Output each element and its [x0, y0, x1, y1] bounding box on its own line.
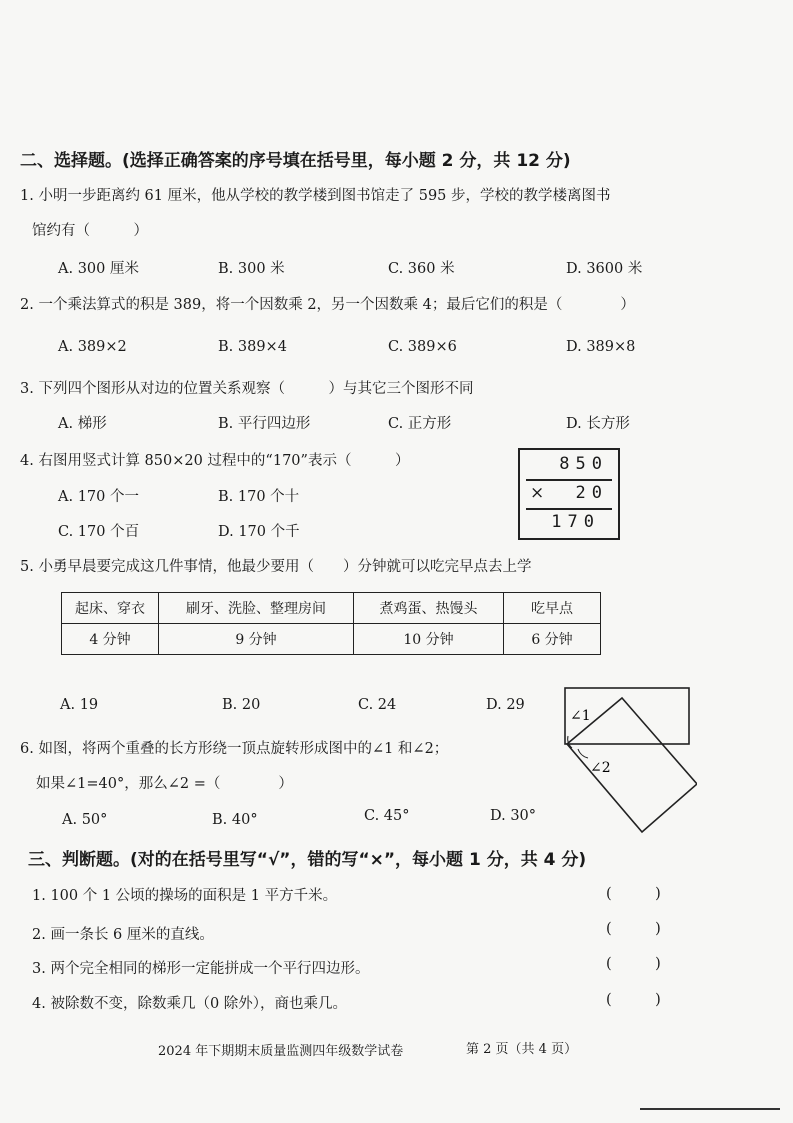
q3-option-d: D. 长方形 [566, 416, 630, 432]
table-header-cell: 吃早点 [504, 593, 601, 624]
answer-bracket-2: ( ) [606, 921, 661, 937]
table-cell: 4 分钟 [62, 624, 159, 655]
q3-option-c: C. 正方形 [388, 416, 452, 432]
question-6-line1: 6. 如图，将两个重叠的长方形绕一顶点旋转形成图中的∠1 和∠2； [20, 741, 449, 757]
q4-option-b: B. 170 个十 [218, 489, 300, 505]
q1-option-b: B. 300 米 [218, 261, 285, 277]
q3-option-b: B. 平行四边形 [218, 416, 311, 432]
q5-option-a: A. 19 [60, 697, 99, 713]
question-1-line2: 馆约有（ ） [32, 223, 148, 239]
angle-2-arc [578, 749, 588, 758]
calc-times-sign: × [530, 483, 545, 503]
answer-bracket-1: ( ) [606, 886, 661, 902]
table-header-cell: 煮鸡蛋、热馒头 [354, 593, 504, 624]
q3-option-a: A. 梯形 [58, 416, 107, 432]
q6-option-a: A. 50° [62, 812, 108, 828]
judgement-item-1: 1. 100 个 1 公顷的操场的面积是 1 平方千米。 [32, 888, 338, 904]
q5-task-table [61, 592, 601, 655]
q2-option-c: C. 389×6 [388, 339, 457, 355]
page-edge-line [640, 1108, 780, 1110]
calc-multiplicand: 850 [559, 454, 608, 474]
question-5: 5. 小勇早晨要完成这几件事情，他最少要用（ ）分钟就可以吃完早点去上学 [20, 559, 532, 575]
q1-option-d: D. 3600 米 [566, 261, 643, 277]
question-1-line1: 1. 小明一步距离约 61 厘米，他从学校的教学楼到图书馆走了 595 步，学校的教学楼离图书 [20, 188, 611, 204]
table-cell: 9 分钟 [159, 624, 354, 655]
answer-bracket-4: ( ) [606, 992, 661, 1008]
table-cell: 6 分钟 [504, 624, 601, 655]
q5-option-c: C. 24 [358, 697, 397, 713]
judgement-item-2: 2. 画一条长 6 厘米的直线。 [32, 927, 214, 943]
table-header-cell: 刷牙、洗脸、整理房间 [159, 593, 354, 624]
table-cell: 10 分钟 [354, 624, 504, 655]
q4-option-c: C. 170 个百 [58, 524, 140, 540]
section-3-title: 三、判断题。(对的在括号里写“√”，错的写“×”，每小题 1 分，共 4 分) [28, 850, 587, 870]
q6-option-b: B. 40° [212, 812, 258, 828]
table-header-cell: 起床、穿衣 [62, 593, 159, 624]
footer-exam-title: 2024 年下期期末质量监测四年级数学试卷 [158, 1044, 404, 1059]
q5-option-d: D. 29 [486, 697, 525, 713]
q4-option-d: D. 170 个千 [218, 524, 300, 540]
question-6-line2: 如果∠1=40°，那么∠2 =（ ） [36, 776, 293, 792]
q1-option-a: A. 300 厘米 [58, 261, 139, 277]
question-2: 2. 一个乘法算式的积是 389，将一个因数乘 2，另一个因数乘 4；最后它们的积是（ ） [20, 297, 635, 313]
q4-option-a: A. 170 个一 [58, 489, 139, 505]
angle-1-label: ∠1 [570, 708, 591, 724]
section-2-title: 二、选择题。(选择正确答案的序号填在括号里，每小题 2 分，共 12 分) [20, 151, 571, 171]
question-3: 3. 下列四个图形从对边的位置关系观察（ ）与其它三个图形不同 [20, 381, 474, 397]
judgement-item-4: 4. 被除数不变，除数乘几（0 除外），商也乘几。 [32, 996, 348, 1012]
answer-bracket-3: ( ) [606, 956, 661, 972]
footer-page-number: 第 2 页（共 4 页） [466, 1042, 578, 1057]
calc-multiplier: 20 [575, 483, 608, 503]
angle-2-label: ∠2 [590, 760, 611, 776]
calc-divider-2 [526, 508, 612, 510]
table-row [62, 624, 601, 655]
table-header-row [62, 593, 601, 624]
q5-option-b: B. 20 [222, 697, 261, 713]
q2-option-d: D. 389×8 [566, 339, 636, 355]
calc-divider-1 [526, 479, 612, 481]
q6-option-c: C. 45° [364, 808, 410, 824]
judgement-item-3: 3. 两个完全相同的梯形一定能拼成一个平行四边形。 [32, 961, 370, 977]
calc-partial-result: 170 [551, 512, 600, 532]
question-4: 4. 右图用竖式计算 850×20 过程中的“170”表示（ ） [20, 453, 410, 469]
q6-option-d: D. 30° [490, 808, 537, 824]
q2-option-a: A. 389×2 [58, 339, 127, 355]
vertical-multiplication-figure [518, 448, 620, 540]
q2-option-b: B. 389×4 [218, 339, 287, 355]
q1-option-c: C. 360 米 [388, 261, 455, 277]
rotated-rectangles-figure [562, 686, 697, 856]
